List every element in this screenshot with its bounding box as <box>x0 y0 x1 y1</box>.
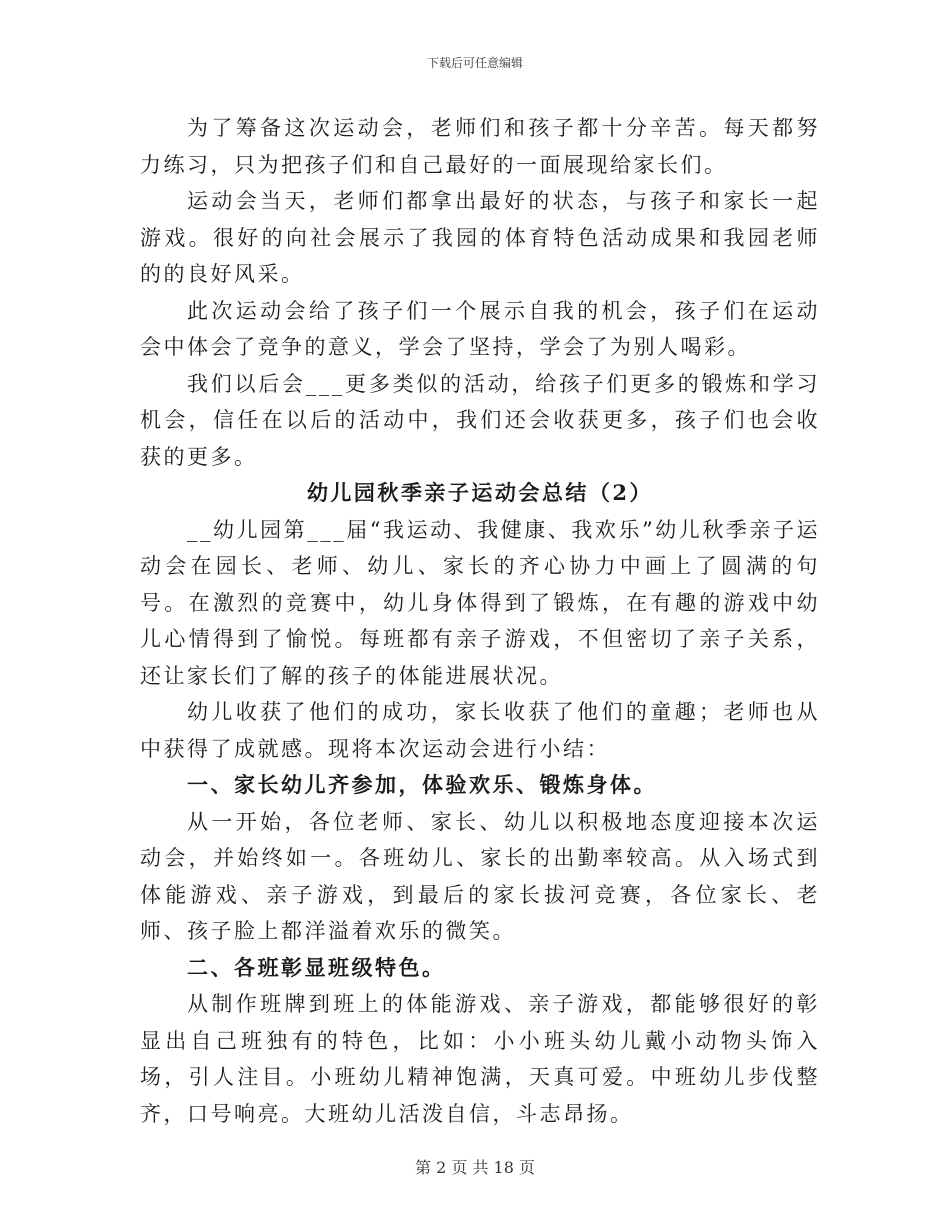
subheading-2: 二、各班彰显班级特色。 <box>187 954 446 980</box>
paragraph: 从一开始，各位老师、家长、幼儿以积极地态度迎接本次运动会，并始终如一。各班幼儿、家长的出勤率较高。从入场式到体能游戏、亲子游戏，到最后的家长拔河竞赛，各位家长、老师、孩子脸上都洋溢着欢乐的微笑。 <box>140 809 820 943</box>
document-body <box>140 110 820 1132</box>
paragraph: __幼儿园第___届“我运动、我健康、我欢乐”幼儿秋季亲子运动会在园长、老师、幼儿、家长的齐心协力中画上了圆满的句号。在激烈的竞赛中，幼儿身体得到了锻炼，在有趣的游戏中幼儿心情得到了愉悦。每班都有亲子游戏，不但密切了亲子关系，还让家长们了解的孩子的体能进展状况。 <box>140 517 820 688</box>
paragraph: 我们以后会___更多类似的活动，给孩子们更多的锻炼和学习机会，信任在以后的活动中，我们还会收获更多，孩子们也会收获的更多。 <box>140 371 820 469</box>
page-number: 第 2 页 共 18 页 <box>415 1158 535 1177</box>
paragraph: 运动会当天，老师们都拿出最好的状态，与孩子和家长一起游戏。很好的向社会展示了我园的体育特色活动成果和我园老师的的良好风采。 <box>140 189 820 286</box>
paragraph: 此次运动会给了孩子们一个展示自我的机会，孩子们在运动会中体会了竞争的意义，学会了坚持，学会了为别人喝彩。 <box>140 298 820 359</box>
paragraph: 从制作班牌到班上的体能游戏、亲子游戏，都能够很好的彰显出自己班独有的特色，比如：小小班头幼儿戴小动物头饰入场，引人注目。小班幼儿精神饱满，天真可爱。中班幼儿步伐整齐，口号响亮。大班幼儿活泼自信，斗志昂扬。 <box>140 992 820 1126</box>
paragraph: 为了筹备这次运动会，老师们和孩子都十分辛苦。每天都努力练习，只为把孩子们和自己最好的一面展现给家长们。 <box>140 116 820 177</box>
subheading-1: 一、家长幼儿齐参加，体验欢乐、锻炼身体。 <box>187 772 657 797</box>
header-note: 下载后可任意编辑 <box>426 56 523 70</box>
paragraph: 幼儿收获了他们的成功，家长收获了他们的童趣；老师也从中获得了成就感。现将本次运动会进行小结： <box>140 700 820 761</box>
section-title: 幼儿园秋季亲子运动会总结（2） <box>306 480 654 505</box>
